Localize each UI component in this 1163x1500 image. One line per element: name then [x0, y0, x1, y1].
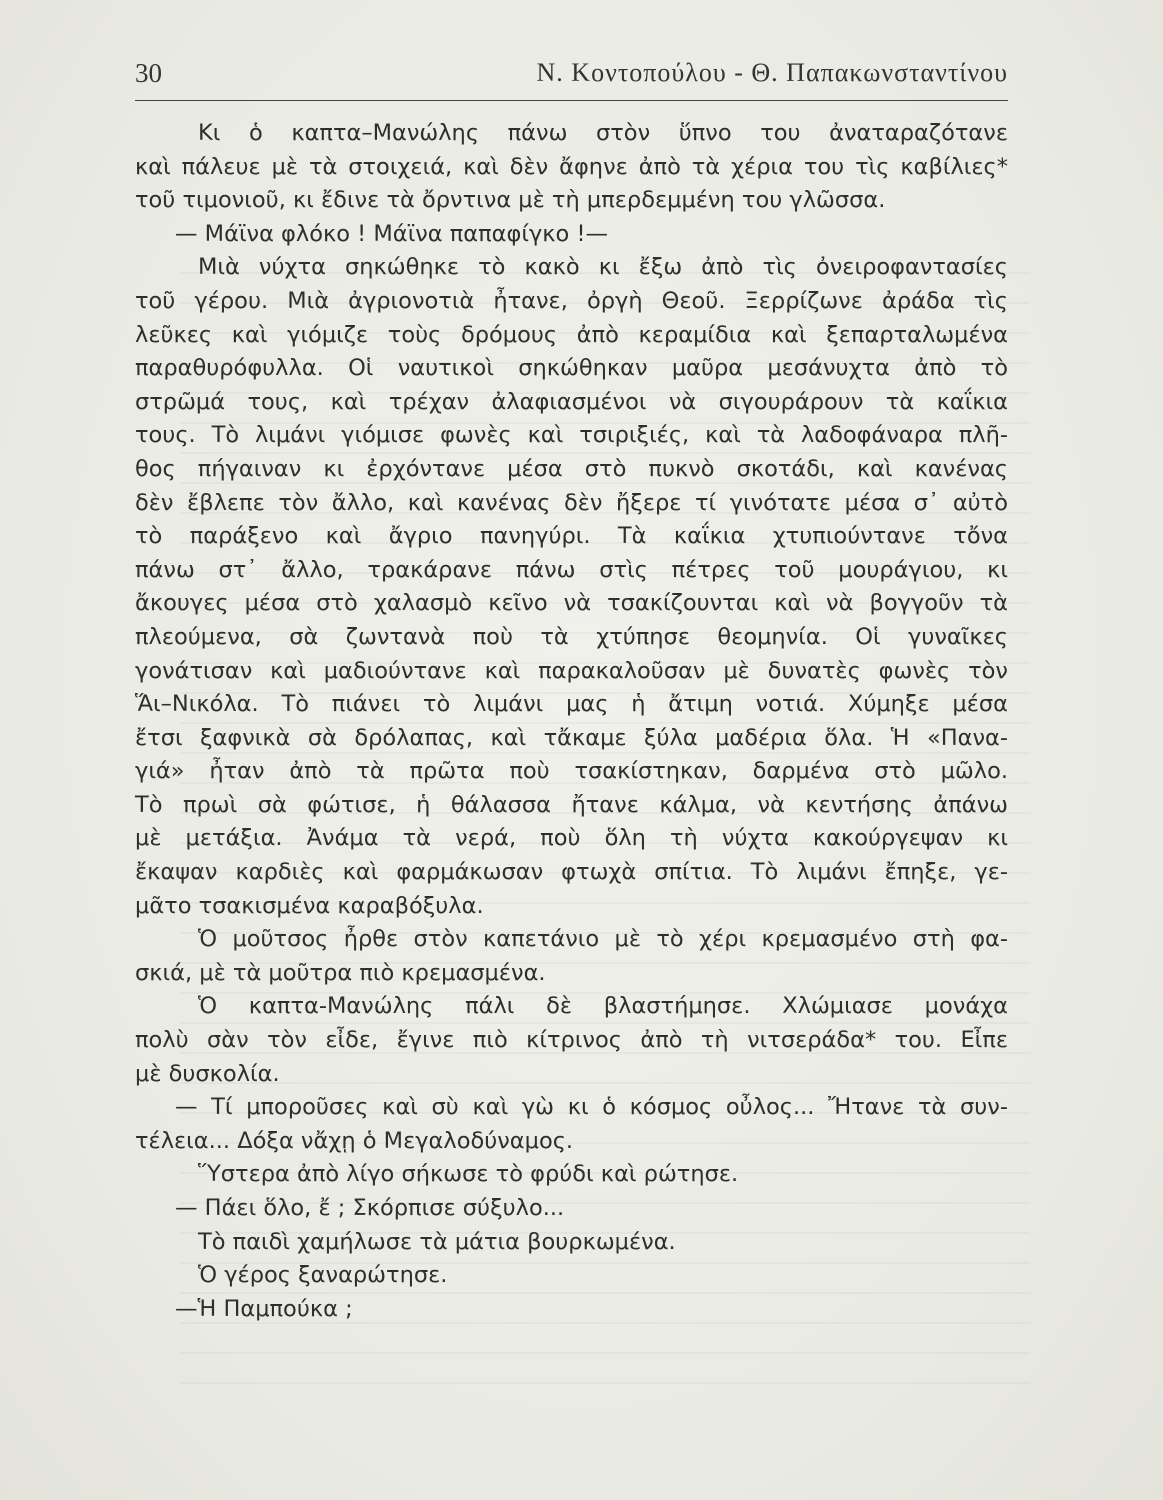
text-line: τοῦ τιμονιοῦ, κι ἔδινε τὰ ὄρντινα μὲ τὴ μπερδεμμένη του γλῶσσα.	[135, 187, 886, 214]
text-line: πάνω στ᾽ ἄλλο, τρακάρανε πάνω στὶς πέτρες τοῦ μουράγιου, κι	[135, 556, 1008, 583]
body-text	[135, 117, 1008, 1326]
text-line: Ὁ καπτα-Μανώλης πάλι δὲ βλαστήμησε. Χλώμιασε μονάχα	[198, 993, 1008, 1020]
text-line: — Πάει ὅλο, ἔ ; Σκόρπισε σύξυλο...	[175, 1195, 565, 1221]
text-line: μᾶτο τσακισμένα καραβόξυλα.	[135, 892, 484, 919]
text-line: σκιά, μὲ τὰ μοῦτρα πιὸ κρεμασμένα.	[135, 959, 546, 986]
text-line: λεῦκες καὶ γιόμιζε τοὺς δρόμους ἀπὸ κεραμίδια καὶ ξεπαρταλωμένα	[135, 321, 1008, 348]
text-line: Ὁ γέρος ξαναρώτησε.	[198, 1262, 448, 1289]
text-line: θος πήγαιναν κι ἐρχόντανε μέσα στὸ πυκνὸ σκοτάδι, καὶ κανένας	[135, 455, 1008, 482]
text-line: τέλεια... Δόξα νἄχῃ ὁ Μεγαλοδύναμος.	[135, 1127, 574, 1154]
text-line: γιά» ἦταν ἀπὸ τὰ πρῶτα ποὺ τσακίστηκαν, δαρμένα στὸ μῶλο.	[135, 758, 1008, 785]
text-line: Τὸ παιδὶ χαμήλωσε τὰ μάτια βουρκωμένα.	[198, 1228, 676, 1255]
text-line: μὲ δυσκολία.	[135, 1060, 280, 1087]
text-line: πολὺ σὰν τὸν εἶδε, ἔγινε πιὸ κίτρινος ἀπὸ τὴ νιτσεράδα* του. Εἶπε	[135, 1027, 1008, 1054]
text-line: ἄκουγες μέσα στὸ χαλασμὸ κεῖνο νὰ τσακίζουνται καὶ νὰ βογγοῦν τὰ	[135, 590, 1008, 617]
text-line: ἔκαψαν καρδιὲς καὶ φαρμάκωσαν φτωχὰ σπίτια. Τὸ λιμάνι ἔπηξε, γε-	[135, 859, 1008, 886]
text-line: καὶ πάλευε μὲ τὰ στοιχειά, καὶ δὲν ἄφηνε ἀπὸ τὰ χέρια του τὶς καβίλιες*	[135, 153, 1008, 180]
text-line: τους. Τὸ λιμάνι γιόμισε φωνὲς καὶ τσιριξιές, καὶ τὰ λαδοφάναρα πλῆ-	[135, 422, 1008, 449]
text-line: τοῦ γέρου. Μιὰ ἀγριονοτιὰ ἦτανε, ὀργὴ Θεοῦ. Ξερρίζωνε ἀράδα τὶς	[135, 287, 1008, 314]
text-line: στρῶμά τους, καὶ τρέχαν ἀλαφιασμένοι νὰ σιγουράρουν τὰ καΐκια	[135, 388, 1008, 415]
text-line: Ἅι–Νικόλα. Τὸ πιάνει τὸ λιμάνι μας ἡ ἄτιμη νοτιά. Χύμηξε μέσα	[135, 691, 1008, 718]
text-line: μὲ μετάξια. Ἀνάμα τὰ νερά, ποὺ ὅλη τὴ νύχτα κακούργεψαν κι	[135, 825, 1008, 852]
page-number: 30	[135, 58, 162, 88]
text-line: Τὸ πρωὶ σὰ φώτισε, ἡ θάλασσα ἤτανε κάλμα, νὰ κεντήσης ἀπάνω	[135, 791, 1008, 818]
text-line: Ὕστερα ἀπὸ λίγο σήκωσε τὸ φρύδι καὶ ρώτησε.	[198, 1161, 739, 1188]
text-line: Ὁ μοῦτσος ἦρθε στὸν καπετάνιο μὲ τὸ χέρι κρεμασμένο στὴ φα-	[198, 926, 1008, 953]
text-line: πλεούμενα, σὰ ζωντανὰ ποὺ τὰ χτύπησε θεομηνία. Οἱ γυναῖκες	[135, 623, 1008, 650]
page-header	[135, 52, 1008, 101]
text-line: παραθυρόφυλλα. Οἱ ναυτικοὶ σηκώθηκαν μαῦρα μεσάνυχτα ἀπὸ τὸ	[135, 355, 1008, 382]
running-head-authors: Ν. Κοντοπούλου - Θ. Παπακωνσταντίνου	[536, 58, 1008, 87]
text-line: γονάτισαν καὶ μαδιούντανε καὶ παρακαλοῦσαν μὲ δυνατὲς φωνὲς τὸν	[135, 657, 1008, 684]
text-line: — Τί μποροῦσες καὶ σὺ καὶ γὼ κι ὁ κόσμος οὖλος... Ἤτανε τὰ συν-	[175, 1094, 1008, 1121]
text-line: τὸ παράξενο καὶ ἄγριο πανηγύρι. Τὰ καΐκια χτυπιούντανε τὄνα	[135, 523, 1008, 550]
text-line: δὲν ἔβλεπε τὸν ἄλλο, καὶ κανένας δὲν ἤξερε τί γινότατε μέσα σ᾽ αὐτὸ	[135, 489, 1008, 516]
text-line: Μιὰ νύχτα σηκώθηκε τὸ κακὸ κι ἔξω ἀπὸ τὶς ὀνειροφαντασίες	[198, 254, 1008, 281]
text-line: ἔτσι ξαφνικὰ σὰ δρόλαπας, καὶ τἄκαμε ξύλα μαδέρια ὅλα. Ἡ «Πανα-	[135, 724, 1008, 751]
text-line: Κι ὁ καπτα–Μανώλης πάνω στὸν ὕπνο του ἀναταραζότανε	[198, 120, 1008, 146]
text-line: — Μάϊνα φλόκο ! Μάϊνα παπαφίγκο !—	[175, 220, 608, 247]
text-line: —Ἡ Παμπούκα ;	[175, 1295, 353, 1322]
